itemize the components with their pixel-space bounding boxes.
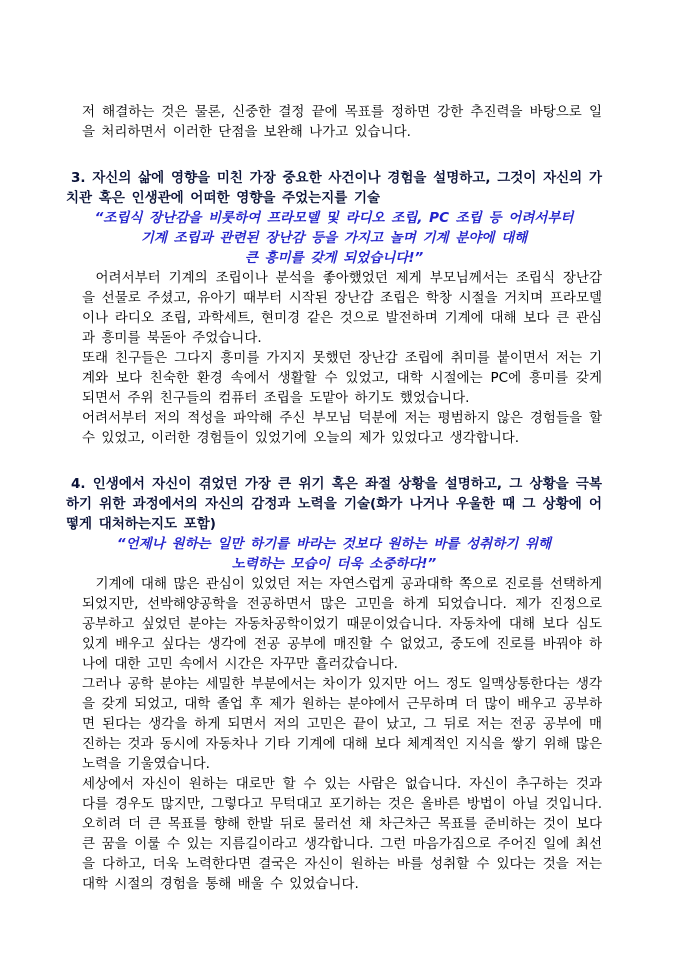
section-3-paragraph-2: 또래 친구들은 그다지 흥미를 가지지 못했던 장난감 조립에 취미를 붙이면서 저는 기계와 보다 친숙한 환경 속에서 생활할 수 있었고, 대학 시절에는 PC에 흥미를 갖게 되면서 주위 친구들의 컴퓨터 조립을 도맡아 하기도 했었습니다. [82,350,602,406]
section-4 [66,474,602,894]
section-4-quote-line-1: “언제나 원하는 일만 하기를 바라는 것보다 원하는 바를 성취하기 위해 [116,536,552,552]
intro-continuation-paragraph: 저 해결하는 것은 물론, 신중한 결정 끝에 목표를 정하면 강한 추진력을 바탕으로 일을 처리하면서 이러한 단점을 보완해 나가고 있습니다. [82,104,602,140]
section-4-heading: 4. 인생에서 자신이 겪었던 가장 큰 위기 혹은 좌절 상황을 설명하고, 그 상황을 극복하기 위한 과정에서의 자신의 감정과 노력을 기술(화가 나거나 우울한 때 그 상황에 어떻게 대처하는지도 포함) [66,476,602,532]
section-3-quote-line-1: “조립식 장난감을 비롯하여 프라모델 및 라디오 조립, PC 조립 등 어려서부터 [94,210,574,226]
section-3-quote-line-2: 기계 조립과 관련된 장난감 등을 가지고 놀며 기계 분야에 대해 [140,230,528,246]
section-3-paragraph-3: 어려서부터 저의 적성을 파악해 주신 부모님 덕분에 저는 평범하지 않은 경험들을 할 수 있었고, 이러한 경험들이 있었기에 오늘의 제가 있었다고 생각합니다. [82,410,602,446]
section-3 [66,168,602,448]
section-3-quote-line-3: 큰 흥미를 갖게 되었습니다!” [244,250,424,266]
section-3-quote [66,208,602,268]
section-4-paragraph-3: 세상에서 자신이 원하는 대로만 할 수 있는 사람은 없습니다. 자신이 추구하는 것과 다를 경우도 많지만, 그렇다고 무턱대고 포기하는 것은 올바른 방법이 아닐 것입니다. 오히려 더 큰 목표를 향해 한발 뒤로 물러선 채 차근차근 목표를 준비하는 것이 보다 큰 꿈을 이룰 수 있는 지름길이라고 생각합니다. 그런 마음가짐으로 주어진 일에 최선을 다하고, 더욱 노력한다면 결국은 자신이 원하는 바를 성취할 수 있다는 것을 저는 대학 시절의 경험을 통해 배울 수 있었습니다. [82,776,602,892]
section-4-paragraph-1: 기계에 대해 많은 관심이 있었던 저는 자연스럽게 공과대학 쪽으로 진로를 선택하게 되었지만, 선박해양공학을 전공하면서 많은 고민을 하게 되었습니다. 제가 진정으로 공부하고 싶었던 분야는 자동차공학이었기 때문이었습니다. 자동차에 대해 보다 심도 있게 배우고 싶다는 생각에 전공 공부에 매진할 수 없었고, 중도에 진로를 바꿔야 하나에 대한 고민 속에서 시간은 자꾸만 흘러갔습니다. [82,576,602,672]
section-3-heading: 3. 자신의 삶에 영향을 미친 가장 중요한 사건이나 경험을 설명하고, 그것이 자신의 가치관 혹은 인생관에 어떠한 영향을 주었는지를 기술 [66,170,602,206]
section-3-paragraph-1: 어려서부터 기계의 조립이나 분석을 좋아했었던 제게 부모님께서는 조립식 장난감을 선물로 주셨고, 유아기 때부터 시작된 장난감 조립은 학창 시절을 거치며 프라모델이나 라디오 조립, 과학세트, 현미경 같은 것으로 발전하며 기계에 대해 보다 큰 관심과 흥미를 북돋아 주었습니다. [82,270,602,346]
section-4-paragraph-2: 그러나 공학 분야는 세밀한 부분에서는 차이가 있지만 어느 정도 일맥상통한다는 생각을 갖게 되었고, 대학 졸업 후 제가 원하는 분야에서 근무하며 더 많이 배우고 공부하면 된다는 생각을 하게 되면서 저의 고민은 끝이 났고, 그 뒤로 저는 전공 공부에 매진하는 것과 동시에 자동차나 기타 기계에 대해 보다 체계적인 지식을 쌓기 위해 많은 노력을 기울였습니다. [82,676,602,772]
section-4-quote-line-2: 노력하는 모습이 더욱 소중하다!” [231,556,437,572]
section-4-quote [66,534,602,574]
